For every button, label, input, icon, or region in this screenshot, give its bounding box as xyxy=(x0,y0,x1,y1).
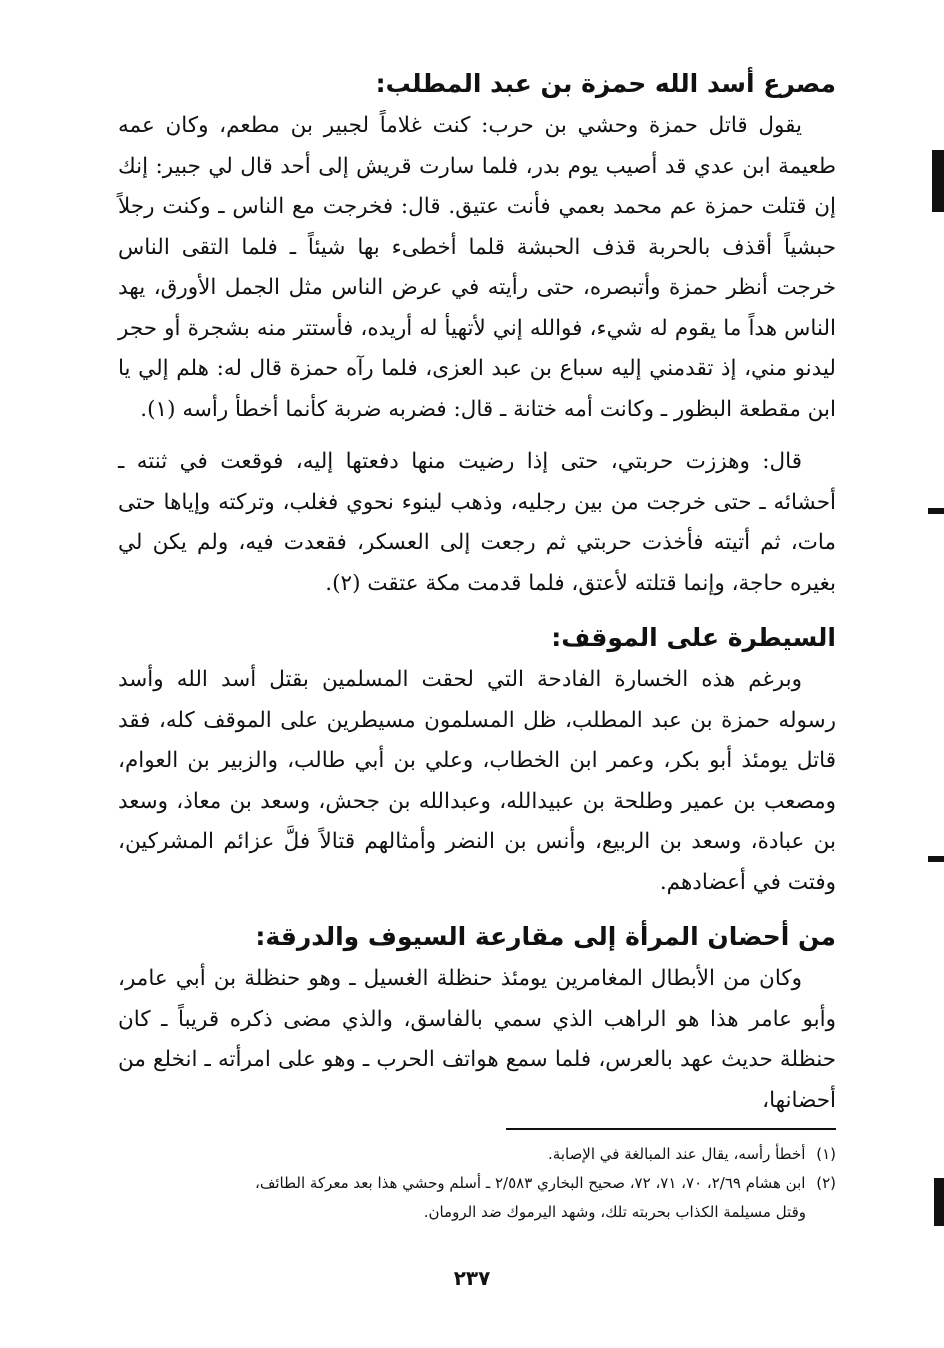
footnote-2-continuation: وقتل مسيلمة الكذاب بحربته تلك، وشهد اليرموك ضد الرومان. xyxy=(423,1203,806,1221)
scan-edge-mark xyxy=(928,508,944,514)
paragraph-muslims-control: وبرغم هذه الخسارة الفادحة التي لحقت المسلمين بقتل أسد الله وأسد رسوله حمزة بن عبد المطلب، ظل المسلمون مسيطرين على الموقف كله، فقد قاتل يومئذ أبو بكر، وعمر ابن الخطاب، وعلي بن أبي طالب، والزبير بن العوام، ومصعب بن عمير وطلحة بن عبيدالله، وعبدالله بن جحش، وسعد بن معاذ، وسعد بن عبادة، وسعد بن الربيع، وأنس بن النضر وأمثالهم قتالاً فلَّ عزائم المشركين، وفتت في أعضادهم. xyxy=(118,667,836,895)
footnote-number: (٢) xyxy=(816,1174,836,1192)
footnote-divider xyxy=(506,1128,836,1130)
footnote-1 xyxy=(116,1140,836,1169)
scan-edge-mark xyxy=(928,856,944,862)
section-heading-hanzala: من أحضان المرأة إلى مقارعة السيوف والدرقة: xyxy=(255,922,836,951)
footnotes xyxy=(116,1140,836,1227)
footnote-2 xyxy=(116,1169,836,1198)
section-heading-control: السيطرة على الموقف: xyxy=(551,623,836,652)
scan-edge-mark xyxy=(934,1178,944,1226)
paragraph-spear-throw: قال: وهززت حربتي، حتى إذا رضيت منها دفعتها إليه، فوقعت في ثنته ـ أحشائه ـ حتى خرجت من بين رجليه، وذهب لينوء نحوي فغلب، وتركته وإياها حتى مات، ثم أتيته فأخذت حربتي ثم رجعت إلى العسكر، فقعدت فيه، ولم يكن لي بغيره حاجة، وإنما قتلته لأعتق، فلما قدمت مكة عتقت (٢). xyxy=(118,449,836,596)
footnote-number: (١) xyxy=(816,1145,836,1163)
footnote-text: أخطأ رأسه، يقال عند المبالغة في الإصابة. xyxy=(548,1145,806,1163)
scan-edge-mark xyxy=(932,150,944,212)
page-body xyxy=(118,62,836,1133)
footnote-text: ابن هشام ٢/٦٩، ٧٠، ٧١، ٧٢، صحيح البخاري ٢/٥٨٣ ـ أسلم وحشي هذا بعد معركة الطائف، xyxy=(255,1174,806,1192)
paragraph-wahshi-account: يقول قاتل حمزة وحشي بن حرب: كنت غلاماً لجبير بن مطعم، وكان عمه طعيمة ابن عدي قد أصيب يوم بدر، فلما سارت قريش إلى أحد قال لي جبير: إنك إن قتلت حمزة عم محمد بعمي فأنت عتيق. قال: فخرجت مع الناس ـ وكنت رجلاً حبشياً أقذف بالحربة قذف الحبشة قلما أخطىء بها شيئاً ـ فلما التقى الناس خرجت أنظر حمزة وأتبصره، حتى رأيته في عرض الناس مثل الجمل الأورق، يهد الناس هداً ما يقوم له شيء، فوالله إني لأتهيأ له أريده، فأستتر منه بشجرة أو حجر ليدنو مني، إذ تقدمني إليه سباع بن عبد العزى، فلما رآه حمزة قال له: هلم إلي يا ابن مقطعة البظور ـ وكانت أمه ختانة ـ قال: فضربه ضربة كأنما أخطأ رأسه (١). xyxy=(118,113,836,422)
page-number: ٢٣٧ xyxy=(453,1266,491,1290)
section-heading-hamza-death: مصرع أسد الله حمزة بن عبد المطلب: xyxy=(375,69,836,98)
paragraph-hanzala: وكان من الأبطال المغامرين يومئذ حنظلة الغسيل ـ وهو حنظلة بن أبي عامر، وأبو عامر هذا هو الراهب الذي سمي بالفاسق، والذي مضى ذكره قريباً ـ كان حنظلة حديث عهد بالعرس، فلما سمع هواتف الحرب ـ وهو على امرأته ـ انخلع من أحضانها، xyxy=(118,966,836,1113)
